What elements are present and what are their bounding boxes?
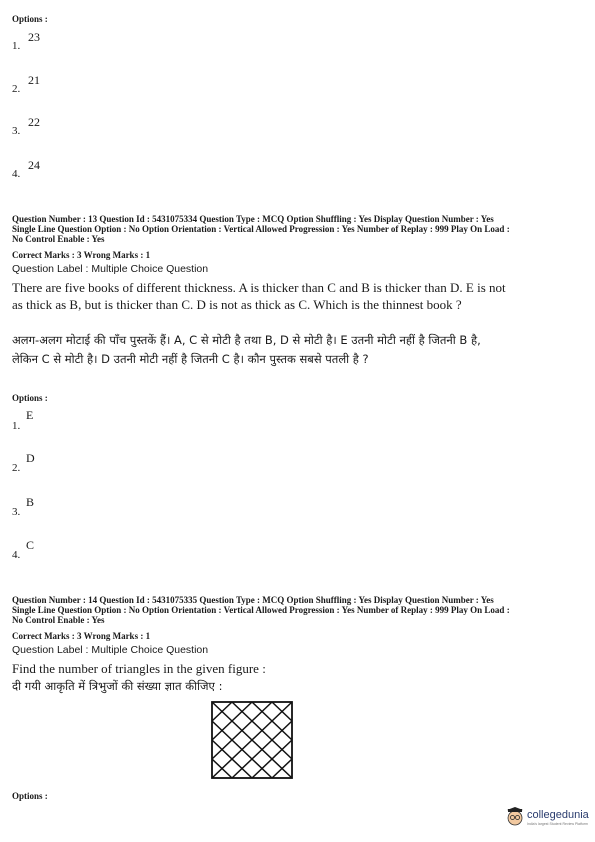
option-value[interactable]: D	[26, 451, 35, 465]
option-number: 1.	[12, 40, 21, 52]
question-label: Question Label : Multiple Choice Question	[12, 644, 209, 656]
options-heading: Options :	[12, 791, 48, 801]
question-meta-line: Question Number : 13 Question Id : 5431075334 Question Type : MCQ Option Shuffling : Yes Display Question Number : Yes	[12, 214, 494, 224]
question-meta-line: Single Line Question Option : No Option Orientation : Vertical Allowed Progression : Yes Number of Replay : 999 Play On Load :	[12, 224, 510, 234]
option-value[interactable]: 21	[28, 73, 40, 87]
options-heading: Options :	[12, 393, 48, 403]
question-meta-line: Single Line Question Option : No Option Orientation : Vertical Allowed Progression : Yes Number of Replay : 999 Play On Load :	[12, 605, 510, 615]
question-meta	[12, 595, 582, 625]
mascot-icon	[505, 807, 525, 827]
marks-info: Correct Marks : 3 Wrong Marks : 1	[12, 250, 151, 260]
question-text-english: There are five books of different thickness. A is thicker than C and B is thicker than D. E is not as thick as B, but is thicker than C. D is not as thick as C. Which is the thinnest book ?	[12, 280, 506, 312]
question-meta-line: No Control Enable : Yes	[12, 234, 105, 244]
triangle-figure	[210, 700, 294, 780]
option-number: 1.	[12, 420, 21, 432]
option-value[interactable]: B	[26, 495, 35, 509]
option-number: 2.	[12, 462, 21, 474]
question-text-english: Find the number of triangles in the given figure :	[12, 661, 266, 676]
question-text-hindi: अलग-अलग मोटाई की पाँच पुस्तकें हैं। A, C से मोटी है तथा B, D से मोटी है। E उतनी मोटी नहीं है जितनी B है, लेकिन C से मोटी है। D उतनी मोटी नहीं है जितनी C है। कौन पुस्तक सबसे पतली है ?	[12, 333, 481, 366]
collegedunia-logo	[505, 807, 589, 827]
option-number: 2.	[12, 83, 21, 95]
figure-diagonals	[212, 702, 292, 778]
logo-name: collegedunia	[527, 808, 589, 821]
option-number: 4.	[12, 168, 21, 180]
option-value[interactable]: E	[26, 408, 34, 422]
question-text-hindi: दी गयी आकृति में त्रिभुजों की संख्या ज्ञात कीजिए :	[12, 679, 223, 693]
options-heading: Options :	[12, 14, 48, 24]
question-label: Question Label : Multiple Choice Question	[12, 263, 209, 275]
logo-tagline: India's largest Student Review Platform	[527, 821, 588, 826]
option-value[interactable]: 24	[28, 158, 40, 172]
question-meta	[12, 214, 582, 244]
option-value[interactable]: 22	[28, 115, 40, 129]
option-number: 3.	[12, 125, 21, 137]
question-meta-line: Question Number : 14 Question Id : 5431075335 Question Type : MCQ Option Shuffling : Yes Display Question Number : Yes	[12, 595, 494, 605]
marks-info: Correct Marks : 3 Wrong Marks : 1	[12, 631, 151, 641]
option-value[interactable]: C	[26, 538, 35, 552]
option-number: 3.	[12, 506, 21, 518]
option-value[interactable]: 23	[28, 30, 40, 44]
question-meta-line: No Control Enable : Yes	[12, 615, 105, 625]
option-number: 4.	[12, 549, 21, 561]
